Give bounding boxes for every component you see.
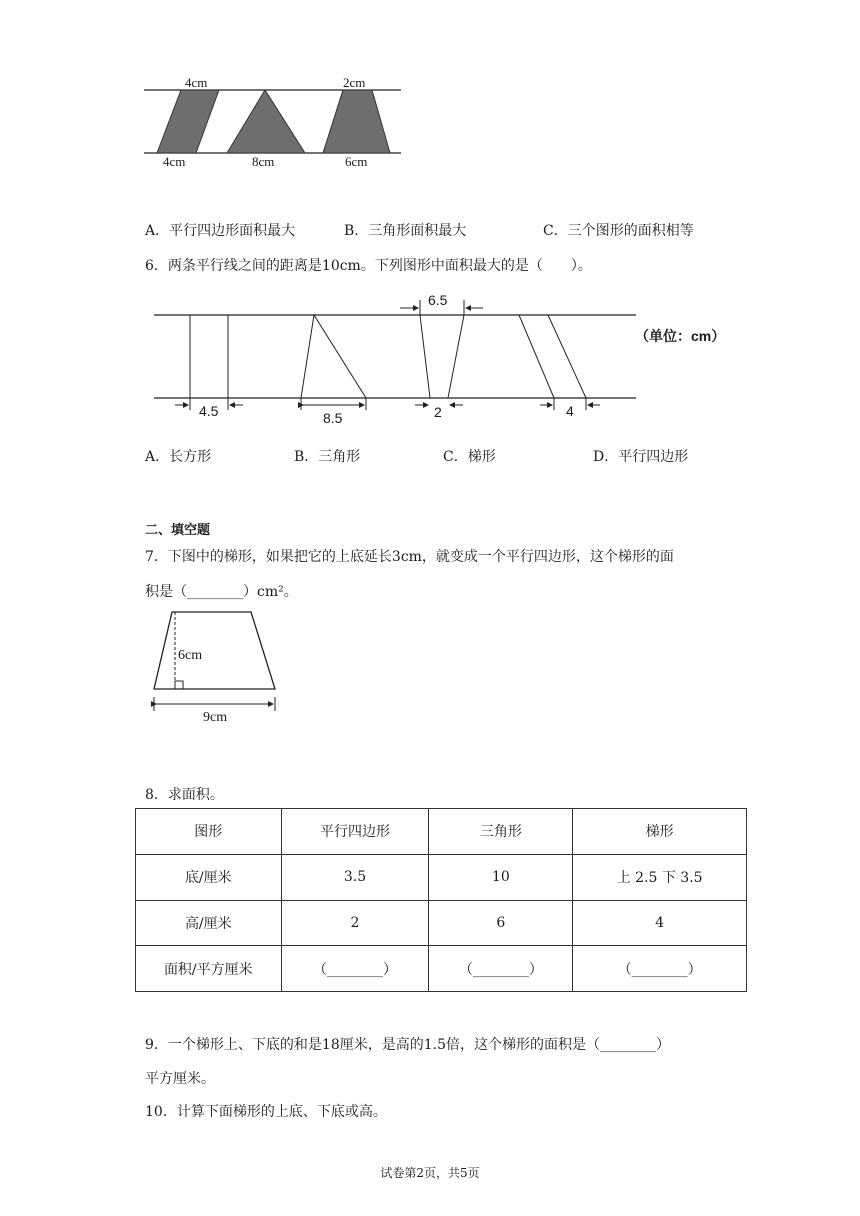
unit-label: （单位：cm）	[635, 328, 726, 344]
q6-option-b: B．三角形	[294, 449, 361, 465]
page-footer: 试卷第2页，共5页	[380, 1166, 480, 1180]
q6-para-right	[548, 315, 586, 398]
q6-para-left	[519, 315, 554, 398]
q7-line2: 积是（________）cm²。	[145, 584, 298, 600]
label-trapezoid-bottom: 6cm	[345, 154, 368, 169]
label-parallelogram-base: 4	[566, 403, 574, 419]
trapezoid-shape	[323, 90, 390, 153]
label-trapezoid-top-6-5: 6.5	[428, 292, 448, 308]
q6-option-c: C．梯形	[443, 449, 496, 465]
label-rect-width: 4.5	[199, 403, 219, 419]
label-triangle-base: 8.5	[323, 410, 343, 426]
q6-option-a: A．长方形	[145, 449, 212, 465]
q6-trapezoid	[420, 315, 464, 398]
label-trapezoid-top: 2cm	[343, 75, 366, 90]
answer-blank[interactable]: （________）	[429, 946, 573, 992]
answer-blank[interactable]: （________）	[281, 946, 429, 992]
q8-title: 8．求面积。	[145, 787, 224, 803]
label-parallelogram-top: 4cm	[185, 75, 208, 90]
table-cell: 高/厘米	[136, 900, 282, 946]
table-cell: 6	[429, 900, 573, 946]
table-row	[136, 854, 747, 900]
label-trapezoid-bottom-2: 2	[434, 404, 442, 420]
table-cell: 上 2.5 下 3.5	[573, 854, 747, 900]
table-cell: 4	[573, 900, 747, 946]
triangle-shape	[227, 90, 305, 153]
table-row	[136, 946, 747, 992]
table-cell: 2	[281, 900, 429, 946]
table-cell: 三角形	[429, 809, 573, 855]
q9-line1: 9．一个梯形上、下底的和是18厘米，是高的1.5倍，这个梯形的面积是（________）	[145, 1037, 670, 1053]
section-title: 二、填空题	[145, 523, 211, 538]
q7-trapezoid-shape	[154, 612, 275, 689]
q5-option-b: B．三角形面积最大	[344, 223, 467, 239]
q6-option-d: D．平行四边形	[593, 449, 689, 465]
table-cell: 平行四边形	[281, 809, 429, 855]
q5-option-a: A．平行四边形面积最大	[145, 223, 296, 239]
label-parallelogram-bottom: 4cm	[163, 154, 186, 169]
q5-option-c: C．三个图形的面积相等	[543, 223, 694, 239]
table-cell: 面积/平方厘米	[136, 946, 282, 992]
parallelogram-shape	[157, 90, 219, 153]
q9-line2: 平方厘米。	[145, 1071, 215, 1087]
table-cell: 10	[429, 854, 573, 900]
figure-q7-trapezoid	[148, 605, 283, 720]
table-cell: 图形	[136, 809, 282, 855]
q7-height-label: 6cm	[178, 648, 203, 663]
table-row	[136, 900, 747, 946]
q6-question: 6．两条平行线之间的距离是10cm。下列图形中面积最大的是（ ）。	[145, 258, 592, 274]
q7-line1: 7．下图中的梯形，如果把它的上底延长3cm，就变成一个平行四边形，这个梯形的面	[145, 549, 674, 565]
q10-question: 10．计算下面梯形的上底、下底或高。	[145, 1104, 387, 1120]
area-table	[135, 808, 747, 992]
table-row	[136, 809, 747, 855]
label-triangle-bottom: 8cm	[252, 154, 275, 169]
q6-triangle	[301, 315, 366, 398]
table-cell: 梯形	[573, 809, 747, 855]
table-cell: 3.5	[281, 854, 429, 900]
answer-blank[interactable]: （________）	[573, 946, 747, 992]
q7-base-label: 9cm	[203, 710, 228, 725]
table-cell: 底/厘米	[136, 854, 282, 900]
